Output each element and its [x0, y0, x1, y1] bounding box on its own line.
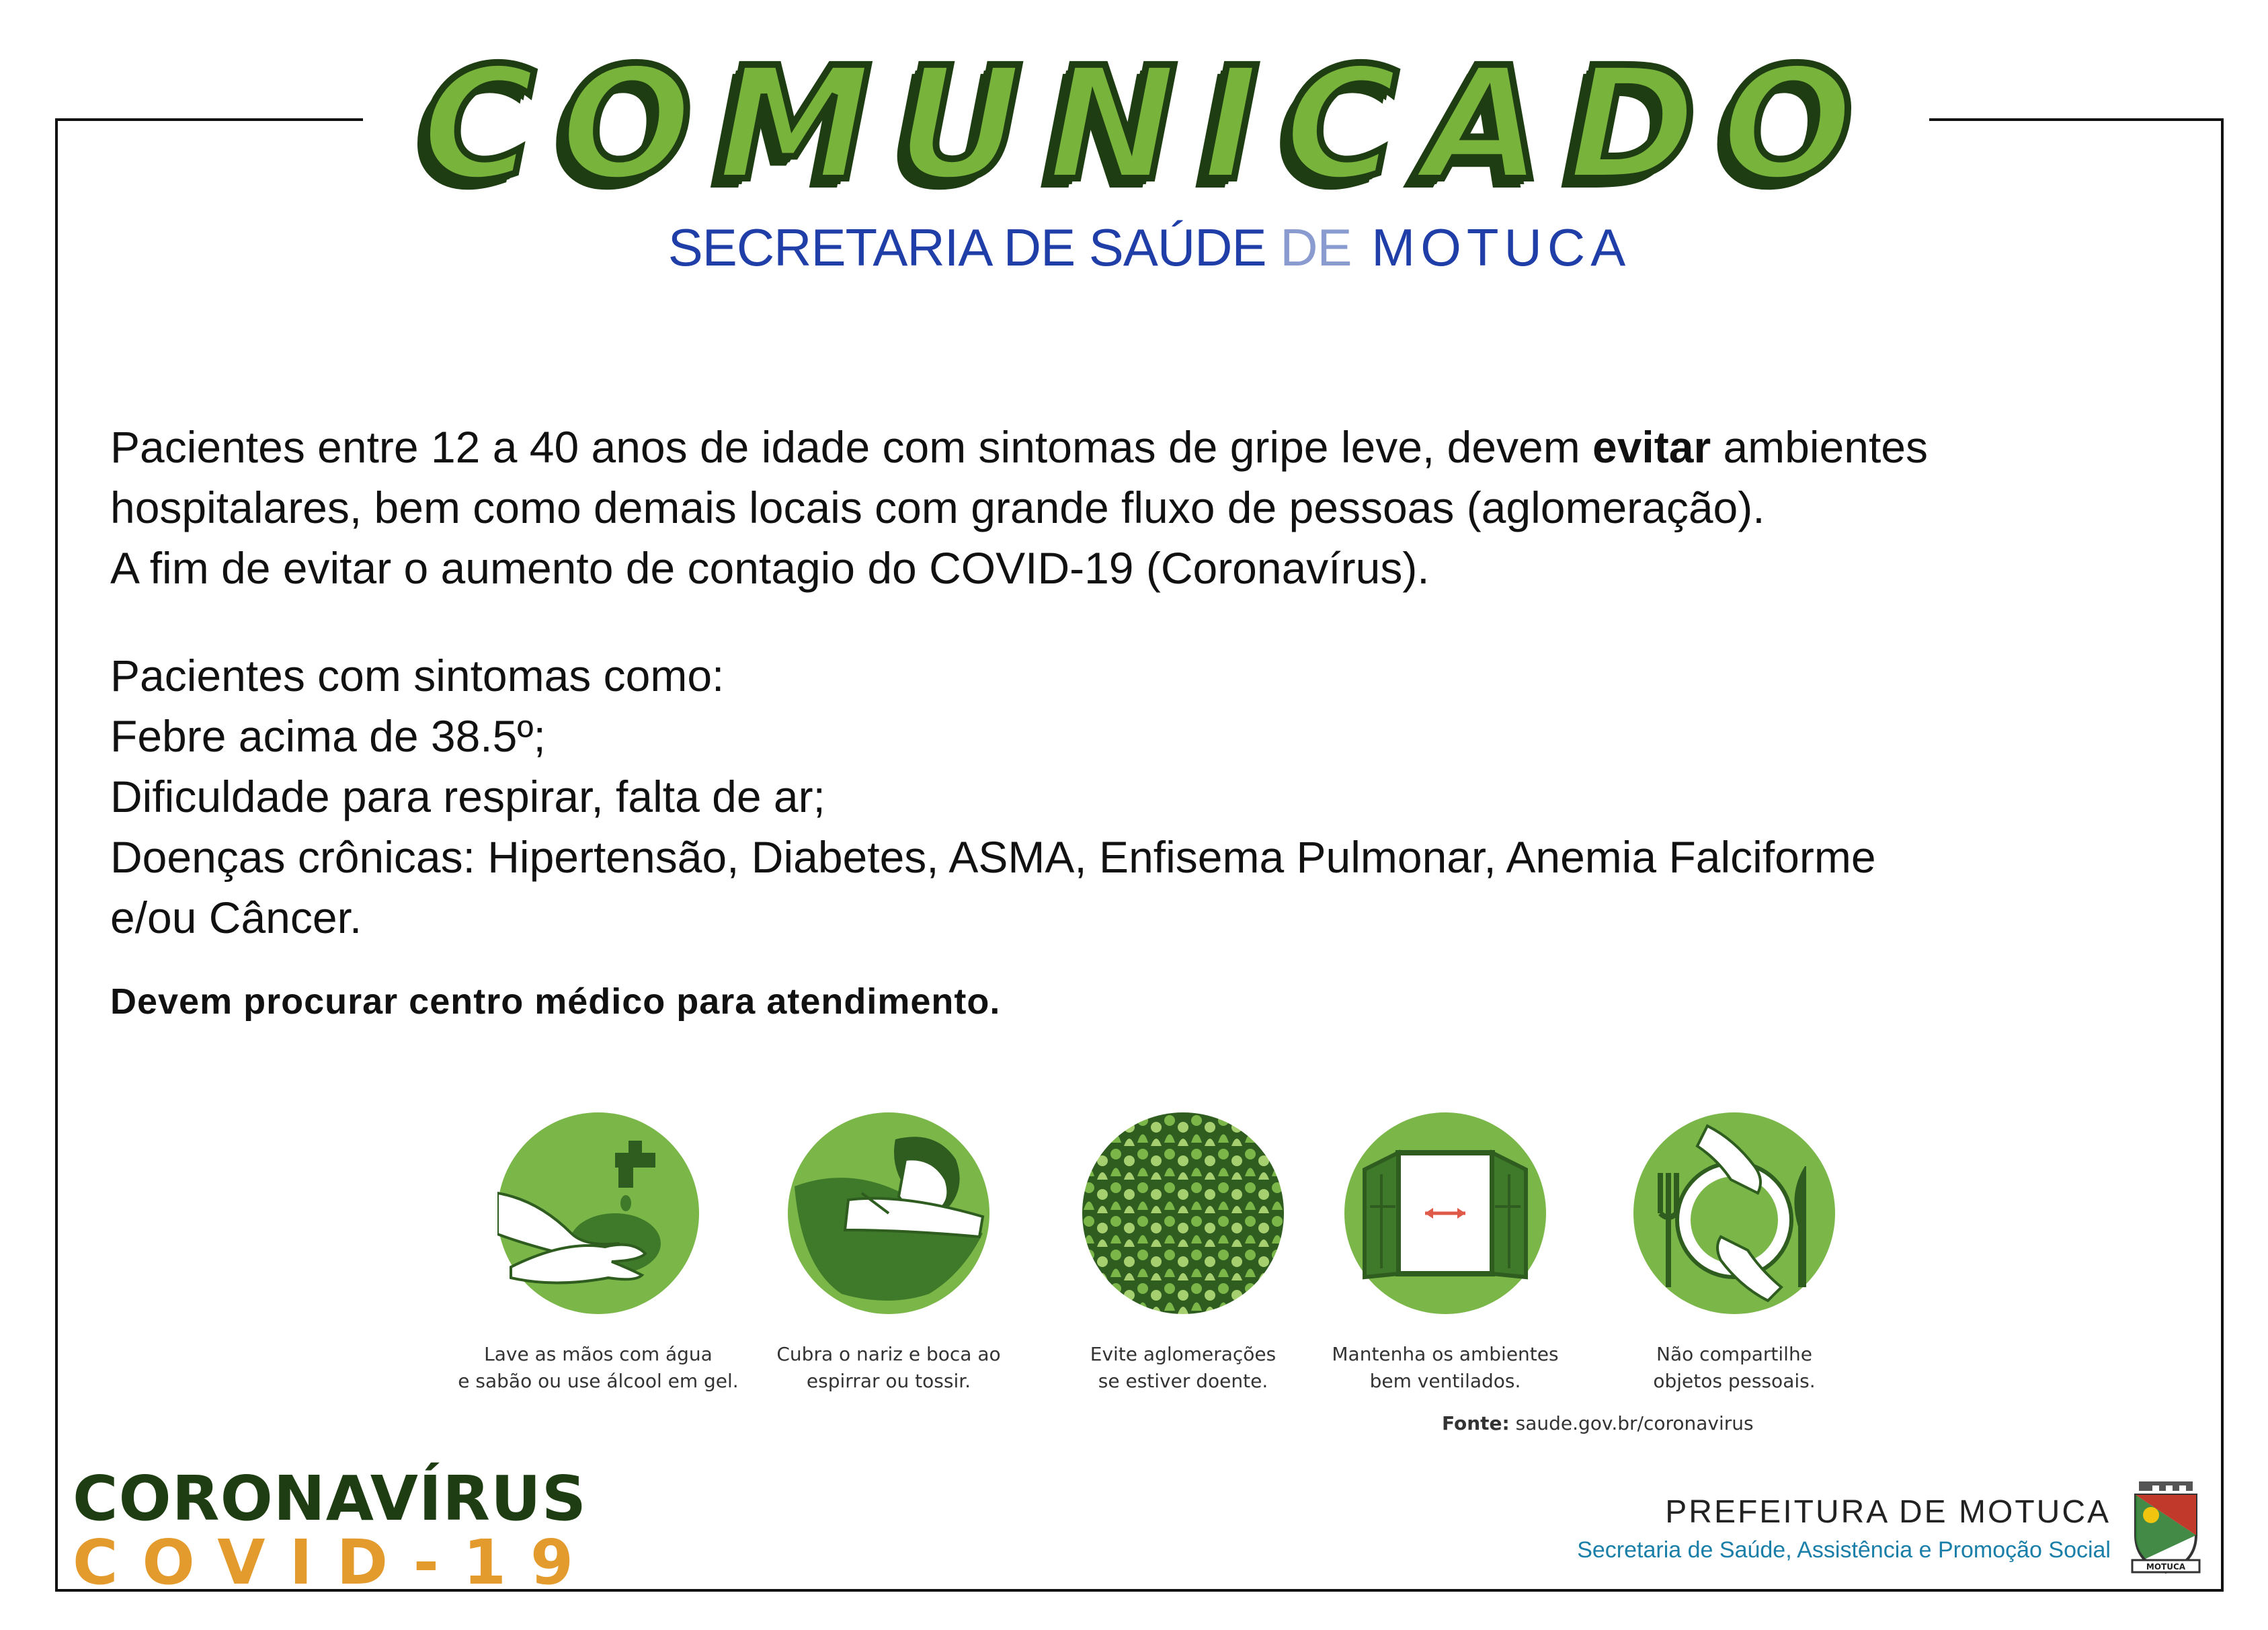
subtitle-de: DE — [1280, 218, 1352, 277]
source-url: saude.gov.br/coronavirus — [1509, 1412, 1754, 1434]
tip-caption-line: Cubra o nariz e boca ao — [776, 1343, 1001, 1365]
intro-line-1-end: ambientes — [1711, 422, 1928, 472]
page-subtitle — [403, 214, 1896, 281]
symptom-fever: Febre acima de 38.5º; — [110, 711, 546, 761]
open-window-icon — [1344, 1112, 1546, 1314]
tip-caption-line: Lave as mãos com água — [484, 1343, 713, 1365]
department-name: Secretaria de Saúde, Assistência e Promoção Social — [1577, 1537, 2111, 1563]
prefeitura-name: PREFEITURA DE MOTUCA — [1665, 1494, 2111, 1530]
callout-text: Devem procurar centro médico para atendimento. — [110, 981, 1001, 1022]
intro-line-1-start: Pacientes entre 12 a 40 anos de idade com sintomas de gripe leve, devem — [110, 422, 1593, 472]
cough-elbow-icon — [788, 1112, 989, 1314]
intro-line-1 — [110, 417, 2194, 477]
shared-plate-icon — [1633, 1112, 1835, 1314]
crowd-icon — [1082, 1112, 1284, 1314]
tip-caption-cough — [727, 1341, 1050, 1395]
motuca-crest-icon — [2125, 1476, 2206, 1577]
page-title: COMUNICADO — [421, 34, 1878, 215]
intro-line-3: A fim de evitar o aumento de contagio do COVID-19 (Coronavírus). — [110, 543, 1430, 593]
intro-paragraph — [110, 417, 2194, 598]
tip-caption-line: se estiver doente. — [1098, 1370, 1268, 1392]
subtitle-motuca: MOTUCA — [1351, 218, 1631, 277]
coronavirus-logo-text: CORONAVÍRUS — [73, 1463, 587, 1535]
tip-caption-handwashing — [437, 1341, 760, 1395]
symptom-chronic: Doenças crônicas: Hipertensão, Diabetes, ASMA, Enfisema Pulmonar, Anemia Falciforme — [110, 832, 1876, 882]
intro-emphasis: evitar — [1592, 422, 1711, 472]
tip-caption-window — [1284, 1341, 1607, 1395]
handwashing-icon — [497, 1112, 699, 1314]
symptoms-paragraph — [110, 645, 2194, 948]
covid19-logo-text: COVID-19 — [73, 1526, 598, 1598]
tip-caption-plate — [1573, 1341, 1896, 1395]
source-label: Fonte: — [1442, 1412, 1510, 1434]
tip-caption-line: espirrar ou tossir. — [806, 1370, 971, 1392]
subtitle-secretaria: SECRETARIA DE SAÚDE — [667, 218, 1281, 277]
tip-caption-line: e sabão ou use álcool em gel. — [458, 1370, 739, 1392]
tip-caption-line: Não compartilhe — [1656, 1343, 1812, 1365]
symptoms-heading: Pacientes com sintomas como: — [110, 651, 725, 700]
symptom-cancer: e/ou Câncer. — [110, 893, 362, 942]
intro-line-2: hospitalares, bem como demais locais com grande fluxo de pessoas (aglomeração). — [110, 483, 1765, 532]
tip-caption-line: Mantenha os ambientes — [1332, 1343, 1559, 1365]
tip-caption-line: Evite aglomerações — [1090, 1343, 1277, 1365]
tip-caption-line: objetos pessoais. — [1653, 1370, 1816, 1392]
tip-caption-line: bem ventilados. — [1369, 1370, 1521, 1392]
source-note — [1442, 1410, 1754, 1437]
crest-label: MOTUCA — [2146, 1562, 2186, 1572]
symptom-breathing: Dificuldade para respirar, falta de ar; — [110, 772, 825, 821]
